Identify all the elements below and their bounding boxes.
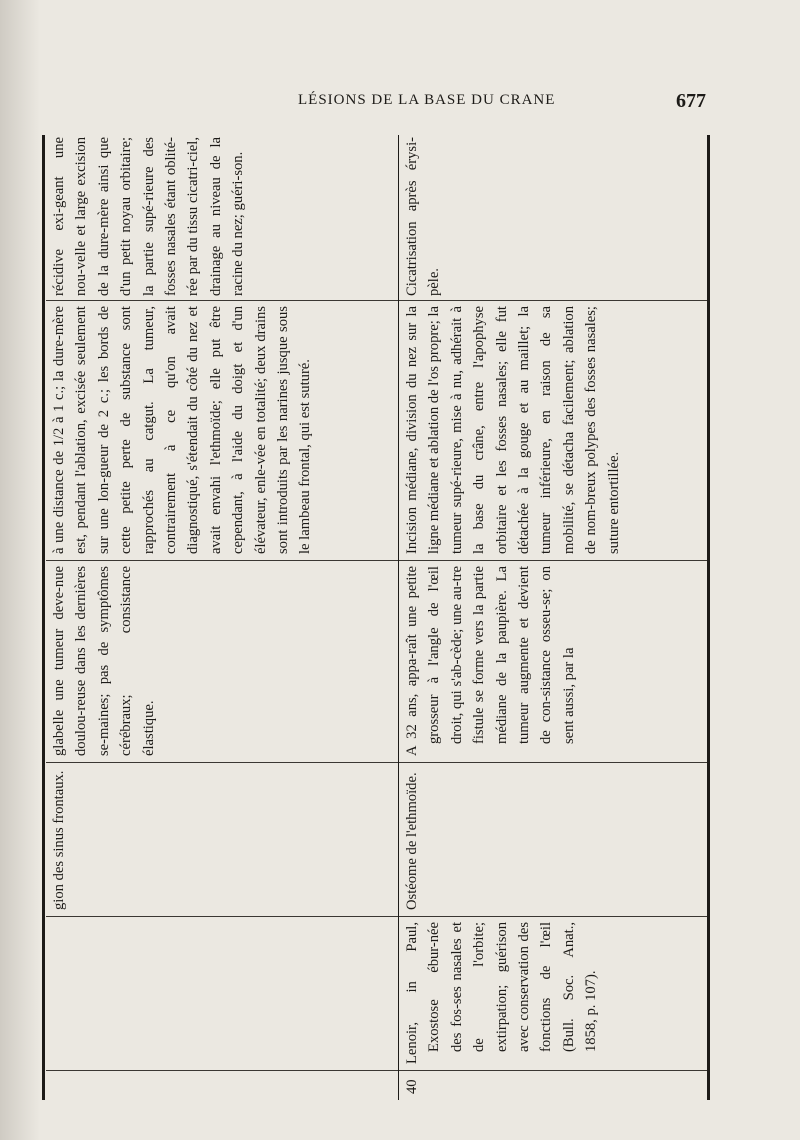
case-operation: Incision médiane, division du nez sur la ligne médiane et ablation de l'os propre; la tumeur supé-rieure, mise à nu, adhérait à la base du crâne, entre l'apophyse orbitaire et les fosses nasales; elle fut détachée à la gouge et au maillet; la tumeur inférieure, en raison de sa mobilité, se détacha facilement; ablation de nom-breux polypes des fosses nasales; suture entortillée. xyxy=(404,306,622,554)
running-head: LÉSIONS DE LA BASE DU CRANE xyxy=(298,92,556,108)
table-row xyxy=(398,135,707,1100)
case-author xyxy=(46,918,400,1070)
table-row xyxy=(46,135,400,1100)
case-result: Cicatrisation après érysi-pèle. xyxy=(404,137,443,296)
page-header xyxy=(0,88,800,118)
table-top-rule xyxy=(42,135,45,1100)
page-number: 677 xyxy=(676,90,706,112)
case-table xyxy=(42,135,710,1100)
page-gutter-shadow xyxy=(0,0,40,1140)
case-number xyxy=(46,1072,400,1100)
case-history: A 32 ans, appa-raît une petite grosseur à l'angle de l'œil droit, qui s'ab-cède; une au-tre fistule se forme vers la partie médiane de la paupière. La tumeur augmente et devient de con-sistance osseu-se; on sent aussi, par la xyxy=(404,566,577,756)
case-result: récidive exi-geant une nou-velle et large excision de la dure-mère ainsi que d'un petit noyau orbitaire; la partie supé-rieure des fosses nasales étant oblité-rée par du tissu cicatri-ciel, drainage au niveau de la racine du nez; guéri-son. xyxy=(51,137,247,296)
case-nature: gion des sinus frontaux. xyxy=(51,770,67,910)
table-bottom-rule xyxy=(707,135,710,1100)
case-author: Lenoir, in Paul, Exostose ébur-née des fos-ses nasales et de l'orbite; extirpation; guérison avec conservation des fonctions de l'œil (Bull. Soc. Anat., 1858, p. 107). xyxy=(404,922,600,1064)
case-number: 40 xyxy=(404,1079,420,1094)
case-operation: à une distance de 1/2 à 1 c.; la dure-mère est, pendant l'ablation, excisée seulement sur une lon-gueur de 2 c.; les bords de cette petite perte de substance sont rapprochés au catgut. La tumeur, contrairement à ce qu'on avait diagnostiqué, s'étendait du côté du nez et avait envahi l'ethmoïde; elle put être cependant, à l'aide du doigt et d'un élévateur, enle-vée en totalité; deux drains sont introduits par les narines jusque sous le lambeau frontal, qui est suturé. xyxy=(51,306,314,554)
case-nature: Ostéome de l'ethmoïde. xyxy=(404,772,420,910)
rotated-table xyxy=(42,135,710,1100)
case-history: glabelle une tumeur deve-nue doulou-reuse dans les dernières se-maines; pas de symptômes cérébraux; consistance élastique. xyxy=(51,566,157,756)
